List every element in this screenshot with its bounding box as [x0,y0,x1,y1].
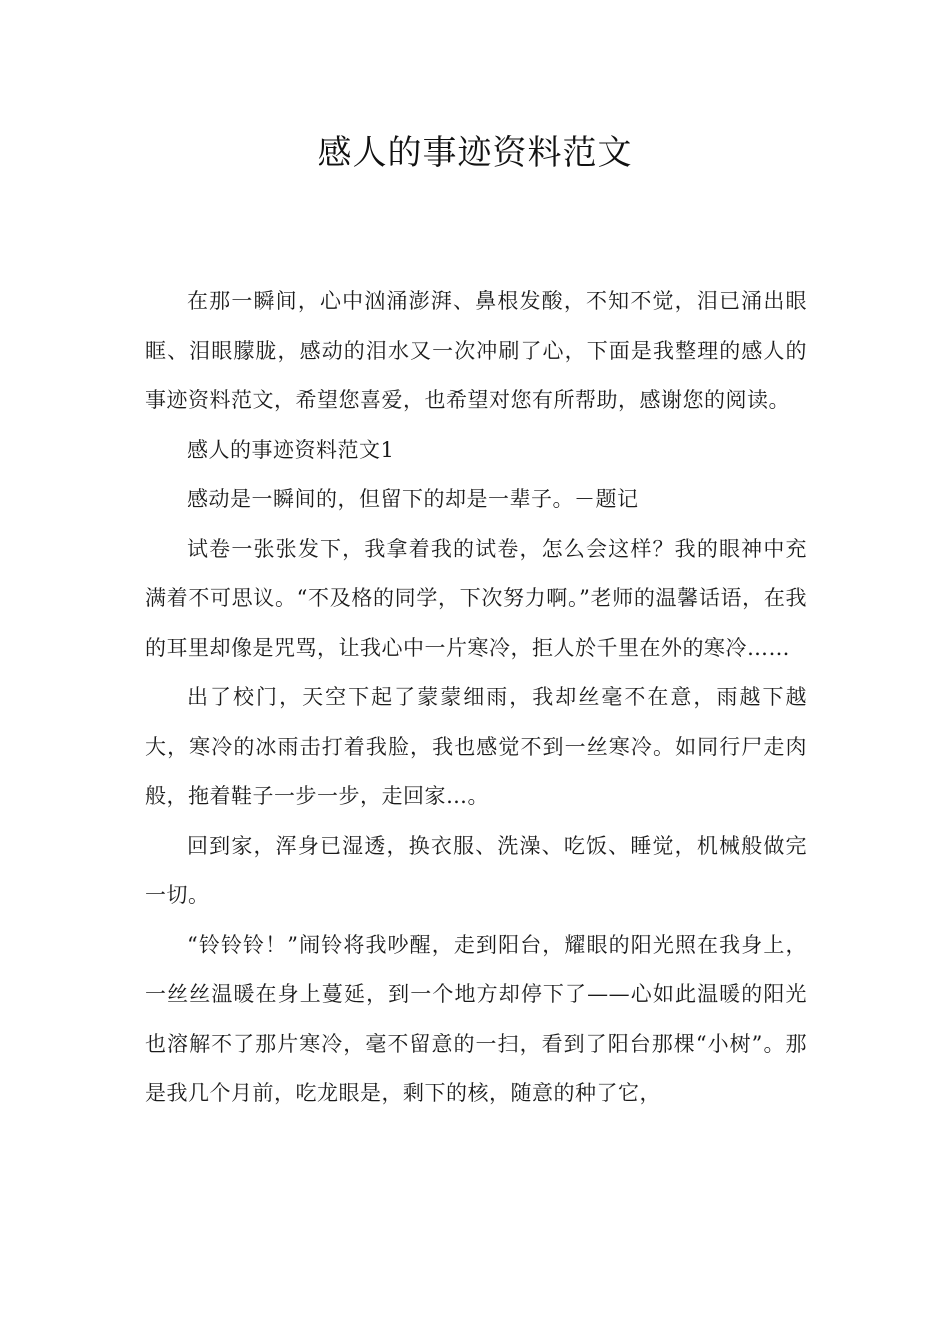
paragraph: 回到家，浑身已湿透，换衣服、洗澡、吃饭、睡觉，机械般做完一切。 [145,833,807,907]
paragraph: “铃铃铃！”闹铃将我吵醒，走到阳台，耀眼的阳光照在我身上，一丝丝温暖在身上蔓延，到一个地方却停下了——心如此温暖的阳光也溶解不了那片寒冷，毫不留意的一扫，看到了阳台那棵“小树”。那是我几个月前，吃龙眼是，剩下的核，随意的种了它， [145,932,807,1105]
paragraph-intro: 在那一瞬间，心中汹涌澎湃、鼻根发酸，不知不觉，泪已涌出眼眶、泪眼朦胧，感动的泪水又一次冲刷了心，下面是我整理的感人的事迹资料范文，希望您喜爱，也希望对您有所帮助，感谢您的阅读。 [145,289,807,412]
document-title: 感人的事迹资料范文 [317,133,633,173]
paragraph: 出了校门，天空下起了蒙蒙细雨，我却丝毫不在意，雨越下越大，寒冷的冰雨击打着我脸，我也感觉不到一丝寒冷。如同行尸走肉般，拖着鞋子一步一步，走回家…。 [145,685,807,808]
paragraph-section-heading: 感人的事迹资料范文1 [187,437,395,462]
document-body [145,277,807,1119]
paragraph-epigraph: 感动是一瞬间的，但留下的却是一辈子。－题记 [187,487,639,511]
paragraph: 试卷一张张发下，我拿着我的试卷，怎么会这样？我的眼神中充满着不可思议。“不及格的同学，下次努力啊。”老师的温馨话语，在我的耳里却像是咒骂，让我心中一片寒冷，拒人於千里在外的寒冷…… [145,536,807,660]
